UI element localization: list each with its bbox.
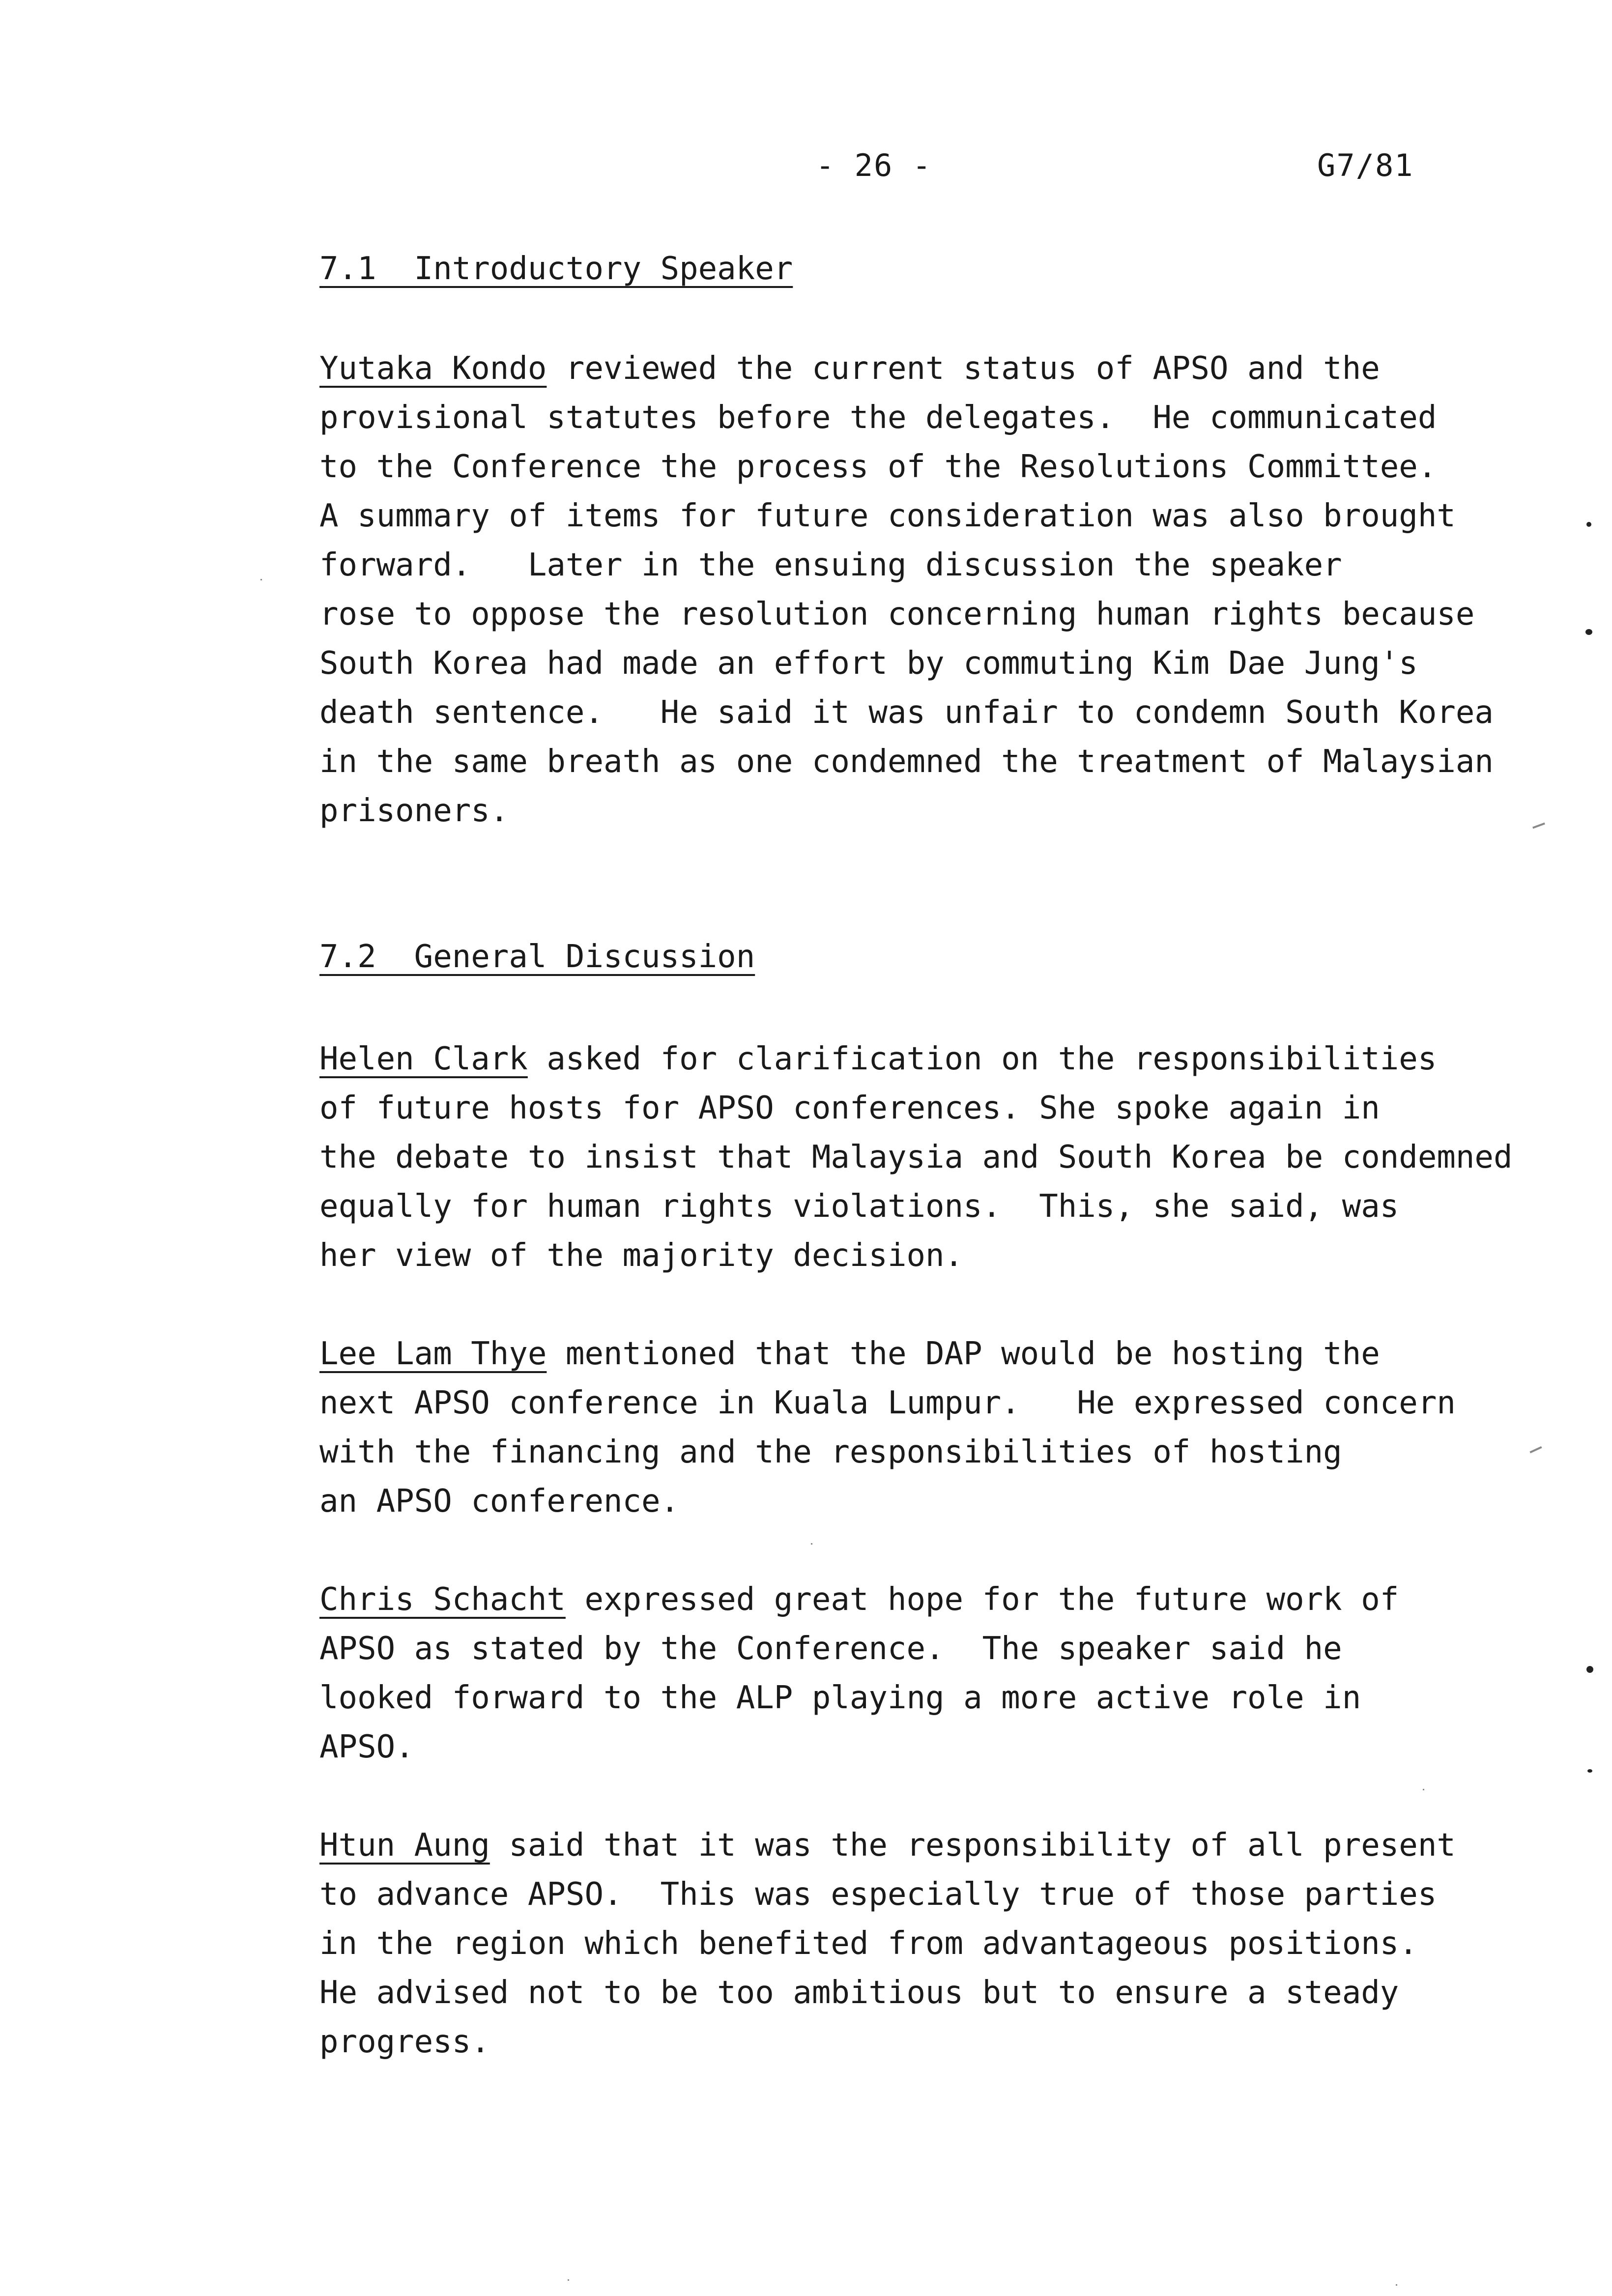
paragraph-line — [319, 344, 1597, 393]
line-text: reviewed the current status of APSO and the — [547, 350, 1380, 387]
paragraph-line: in the region which benefited from advantageous positions. — [319, 1925, 1418, 1962]
paragraph-line: death sentence. He said it was unfair to condemn South Korea — [319, 694, 1494, 731]
scan-speck — [260, 579, 262, 580]
section-heading-7-2: 7.2 General Discussion — [319, 939, 755, 975]
scan-dot — [1585, 629, 1592, 635]
paragraph-line: equally for human rights violations. This, she said, was — [319, 1188, 1399, 1225]
paragraph-line: A summary of items for future consideration was also brought — [319, 498, 1456, 534]
paragraph-line — [319, 1821, 1597, 1870]
line-text: said that it was the responsibility of all present — [489, 1827, 1456, 1864]
paragraph-chris-schacht — [319, 1575, 1597, 1772]
scan-dot — [1586, 522, 1591, 527]
paragraph-line: her view of the majority decision. — [319, 1237, 964, 1274]
section-heading-7-1: 7.1 Introductory Speaker — [319, 251, 793, 287]
paragraph-lee-lam-thye — [319, 1329, 1597, 1526]
paragraph-line — [319, 1329, 1597, 1378]
speaker-name: Chris Schacht — [319, 1581, 566, 1618]
scan-speck — [811, 1543, 812, 1545]
paragraph-line: to advance APSO. This was especially true of those parties — [319, 1876, 1437, 1913]
paragraph-line: He advised not to be too ambitious but to ensure a steady — [319, 1975, 1399, 2011]
paragraph-line: with the financing and the responsibilities of hosting — [319, 1434, 1342, 1470]
line-text: asked for clarification on the responsibilities — [527, 1041, 1437, 1077]
speaker-name: Yutaka Kondo — [319, 350, 547, 387]
paragraph-line — [319, 1034, 1597, 1084]
speaker-name: Helen Clark — [319, 1041, 528, 1077]
scan-dot — [1586, 1666, 1593, 1673]
paragraph-yutaka-kondo — [319, 344, 1597, 835]
paragraph-line: in the same breath as one condemned the treatment of Malaysian — [319, 744, 1494, 780]
paragraph-line: progress. — [319, 2024, 490, 2060]
speaker-name: Lee Lam Thye — [319, 1336, 547, 1372]
paragraph-line: provisional statutes before the delegates. He communicated — [319, 400, 1437, 436]
scan-dot — [1587, 1769, 1592, 1773]
paragraph-line: next APSO conference in Kuala Lumpur. He expressed concern — [319, 1385, 1456, 1421]
paragraph-line: the debate to insist that Malaysia and South Korea be condemned — [319, 1139, 1513, 1176]
speaker-name: Htun Aung — [319, 1827, 490, 1864]
paragraph-line: APSO as stated by the Conference. The speaker said he — [319, 1631, 1342, 1667]
paragraph-htun-aung — [319, 1821, 1597, 2066]
scan-speck — [1423, 1789, 1424, 1790]
document-reference: G7/81 — [1317, 147, 1414, 183]
paragraph-line: APSO. — [319, 1729, 414, 1765]
paragraph-line: of future hosts for APSO conferences. She spoke again in — [319, 1090, 1380, 1126]
line-text: expressed great hope for the future work of — [565, 1581, 1399, 1618]
paragraph-line: looked forward to the ALP playing a more active role in — [319, 1680, 1361, 1716]
paragraph-line: to the Conference the process of the Resolutions Committee. — [319, 449, 1437, 485]
paragraph-line: forward. Later in the ensuing discussion the speaker — [319, 547, 1342, 583]
paragraph-line — [319, 1575, 1597, 1624]
paragraph-line: rose to oppose the resolution concerning human rights because — [319, 596, 1475, 632]
line-text: mentioned that the DAP would be hosting the — [547, 1336, 1380, 1372]
paragraph-line: an APSO conference. — [319, 1483, 680, 1520]
paragraph-helen-clark — [319, 1034, 1597, 1280]
paragraph-line: prisoners. — [319, 793, 509, 829]
scan-speck — [1396, 2284, 1397, 2286]
paragraph-line: South Korea had made an effort by commuting Kim Dae Jung's — [319, 645, 1418, 682]
page-number: - 26 - — [816, 147, 932, 183]
scan-speck — [568, 2279, 569, 2281]
